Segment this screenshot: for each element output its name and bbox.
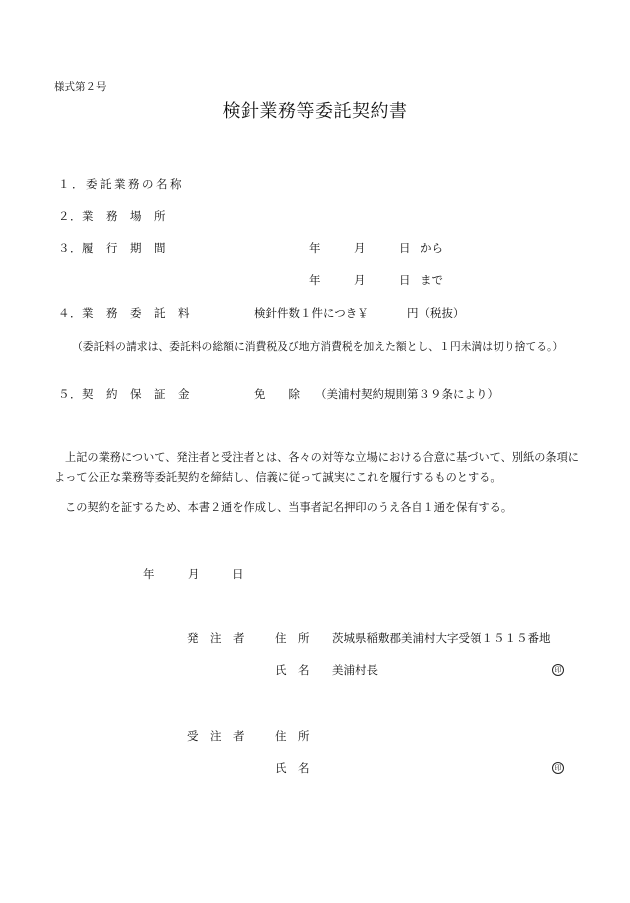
item-guarantee-label: ５．契 約 保 証 金 (58, 387, 190, 401)
orderer-role: 発 注 者 (187, 631, 245, 645)
contractor-seal-mark: 印 (552, 762, 564, 774)
period-from-month: 月 (354, 241, 366, 255)
date-year: 年 (143, 567, 155, 581)
period-from-year: 年 (309, 241, 321, 255)
period-to-day: 日 (399, 273, 411, 287)
item-name-label: １．委託業務の名称 (58, 177, 184, 191)
fee-note: （委託料の請求は、委託料の総額に消費税及び地方消費税を加えた額とし、１円未満は切り捨てる。） (72, 340, 564, 353)
form-number: 様式第２号 (54, 81, 107, 93)
period-to-month: 月 (354, 273, 366, 287)
contractor-name-label: 氏 名 (275, 761, 310, 775)
contractor-address-label: 住 所 (275, 729, 310, 743)
orderer-address: 茨城県稲敷郡美浦村大字受領１５１５番地 (332, 631, 551, 645)
document-title: 検針業務等委託契約書 (222, 101, 408, 122)
guarantee-value: 免 除 (254, 387, 300, 401)
period-from-suffix: から (420, 241, 443, 255)
date-month: 月 (188, 567, 200, 581)
item-place-label: ２．業 務 場 所 (58, 209, 166, 223)
period-to-suffix: まで (420, 273, 443, 287)
item-period-label: ３．履 行 期 間 (58, 241, 166, 255)
certification-paragraph: この契約を証するため、本書２通を作成し、当事者記名押印のうえ各自１通を保有する。 (65, 501, 513, 514)
orderer-seal-mark: 印 (552, 664, 564, 676)
fee-rate-text: 検針件数１件につき￥ (254, 306, 369, 320)
fee-unit-text: 円（税抜） (407, 306, 465, 320)
date-day: 日 (232, 567, 244, 581)
guarantee-reference: （美浦村契約規則第３９条により） (315, 387, 499, 401)
orderer-name-label: 氏 名 (275, 663, 310, 677)
agreement-paragraph: 上記の業務について、発注者と受注者とは、各々の対等な立場における合意に基づいて、別紙の条項によって公正な業務等委託契約を締結し、信義に従って誠実にこれを履行するものとする。 (54, 451, 579, 484)
period-from-day: 日 (399, 241, 411, 255)
orderer-name: 美浦村長 (332, 663, 378, 677)
period-to-year: 年 (309, 273, 321, 287)
contractor-role: 受 注 者 (187, 729, 245, 743)
item-fee-label: ４．業 務 委 託 料 (58, 306, 190, 320)
orderer-address-label: 住 所 (275, 631, 310, 645)
